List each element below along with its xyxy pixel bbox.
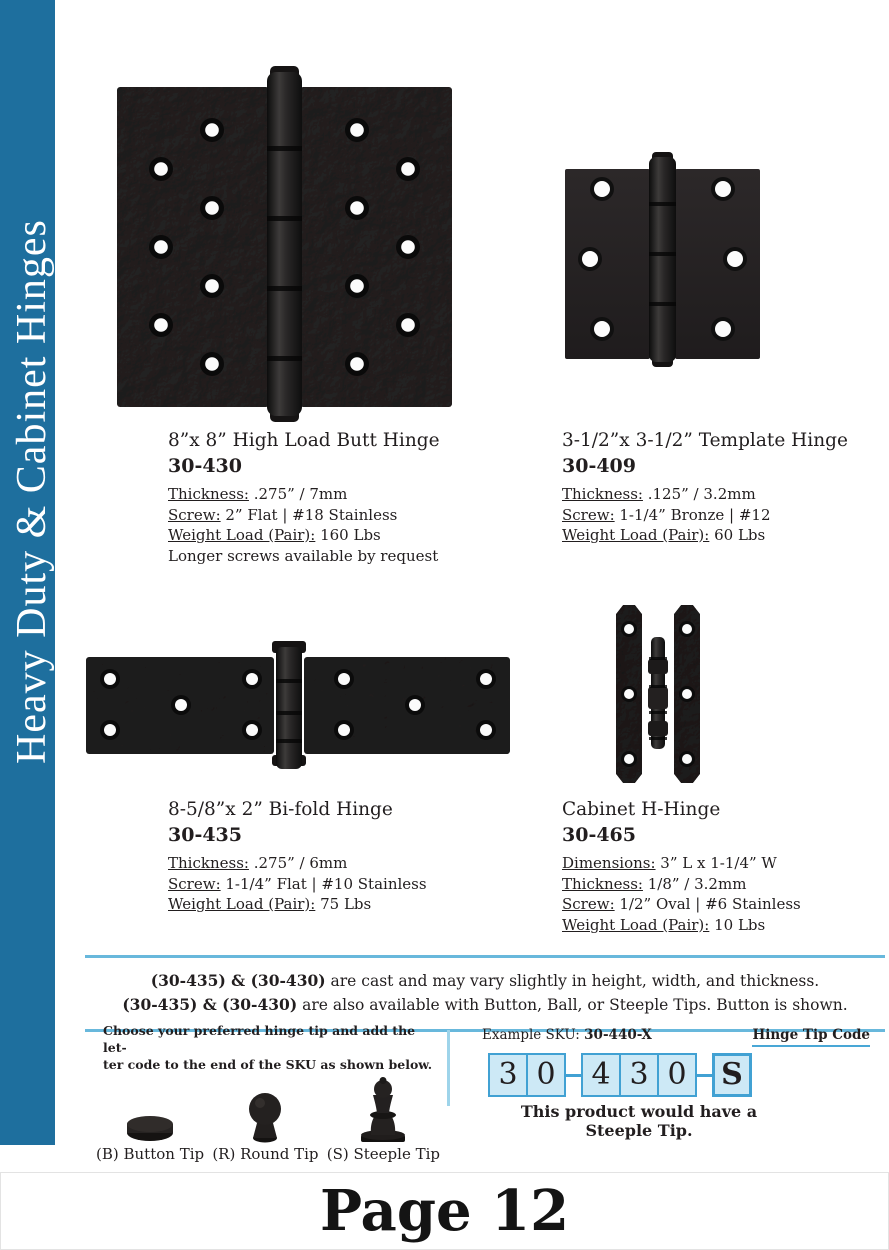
- spec-line: Thickness: .275” / 7mm: [168, 485, 348, 503]
- product-sku: 30-435: [168, 824, 242, 846]
- casting-note: [85, 955, 885, 1032]
- note-line: (30-435) & (30-430) are also available with Button, Ball, or Steeple Tips. Button is shown.: [122, 995, 848, 1014]
- spec-line: Screw: 1-1/4” Flat | #10 Stainless: [168, 874, 427, 893]
- product-title: 8-5/8”x 2” Bi-fold Hinge: [168, 799, 393, 820]
- product-image-bifold-hinge: [78, 627, 518, 783]
- product-image-h-hinge: [604, 601, 712, 791]
- tip-row: [86, 1077, 442, 1163]
- example-sku-label: Example SKU:: [482, 1027, 585, 1043]
- spec-line: Dimensions: 3” L x 1-1/4” W: [562, 854, 777, 872]
- section-divider: [447, 1030, 450, 1106]
- product-title: Cabinet H-Hinge: [562, 799, 721, 820]
- sku-box: 0: [526, 1053, 566, 1097]
- sku-box: 0: [657, 1053, 697, 1097]
- spec-line: Screw: 2” Flat | #18 Stainless: [168, 505, 398, 524]
- product-sku: 30-430: [168, 455, 242, 477]
- product-card: [562, 430, 889, 546]
- spec-line: Weight Load (Pair): 60 Lbs: [562, 526, 766, 544]
- product-image-butt-hinge: [112, 60, 457, 432]
- sku-box: 3: [619, 1053, 659, 1097]
- spec-line: Screw: 1/2” Oval | #6 Stainless: [562, 895, 801, 913]
- spec-line: Weight Load (Pair): 75 Lbs: [168, 895, 372, 913]
- spec-line: Thickness: 1/8” / 3.2mm: [562, 874, 747, 893]
- hinge-tip-chooser: [86, 1022, 442, 1163]
- tip-option-button: [96, 1077, 204, 1163]
- product-title: 8”x 8” High Load Butt Hinge: [168, 430, 440, 451]
- product-title: 3-1/2”x 3-1/2” Template Hinge: [562, 430, 848, 451]
- product-sku: 30-465: [562, 824, 636, 846]
- tip-instruction: Choose your preferred hinge tip and add the let- ter code to the end of the SKU as shown below.: [103, 1023, 433, 1072]
- sku-box: 4: [581, 1053, 621, 1097]
- sku-box: 3: [488, 1053, 528, 1097]
- product-image-template-hinge: [560, 147, 765, 376]
- sidebar: [0, 0, 55, 1145]
- round-tip-icon: [242, 1077, 288, 1143]
- sku-box-row: [488, 1053, 870, 1097]
- hinge-tip-code-label: Hinge Tip Code: [752, 1027, 870, 1047]
- sku-connector: [697, 1074, 712, 1077]
- spec-line: Screw: 1-1/4” Bronze | #12: [562, 505, 771, 524]
- spec-line: Thickness: .125” / 3.2mm: [562, 485, 756, 503]
- tip-label: (S) Steeple Tip: [326, 1145, 440, 1163]
- product-sku: 30-409: [562, 455, 636, 477]
- sku-caption: This product would have a Steeple Tip.: [520, 1102, 758, 1140]
- spec-line: Longer screws available by request: [168, 546, 439, 565]
- product-card: [168, 430, 508, 566]
- example-sku-value: 30-440-X: [584, 1027, 652, 1043]
- sku-example-header: [482, 1027, 870, 1048]
- spec-line: Thickness: .275” / 6mm: [168, 854, 348, 872]
- note-line: (30-435) & (30-430) are cast and may vary slightly in height, width, and thickness.: [150, 971, 820, 990]
- sidebar-title: Heavy Duty & Cabinet Hinges: [9, 219, 55, 764]
- page-number: Page 12: [319, 1178, 570, 1244]
- tip-label: (B) Button Tip: [96, 1145, 205, 1163]
- tip-label: (R) Round Tip: [212, 1145, 319, 1163]
- sku-example-panel: [482, 1027, 870, 1140]
- button-tip-icon: [118, 1077, 182, 1143]
- spec-line: Weight Load (Pair): 160 Lbs: [168, 526, 381, 544]
- product-card: [168, 799, 508, 915]
- page-footer: [0, 1172, 889, 1250]
- tip-option-steeple: [327, 1077, 440, 1163]
- steeple-tip-icon: [357, 1077, 409, 1143]
- sku-connector: [566, 1074, 581, 1077]
- sku-box-tip-code: S: [712, 1053, 752, 1097]
- spec-line: Weight Load (Pair): 10 Lbs: [562, 915, 766, 934]
- tip-option-round: [212, 1077, 318, 1163]
- product-card: [562, 799, 889, 935]
